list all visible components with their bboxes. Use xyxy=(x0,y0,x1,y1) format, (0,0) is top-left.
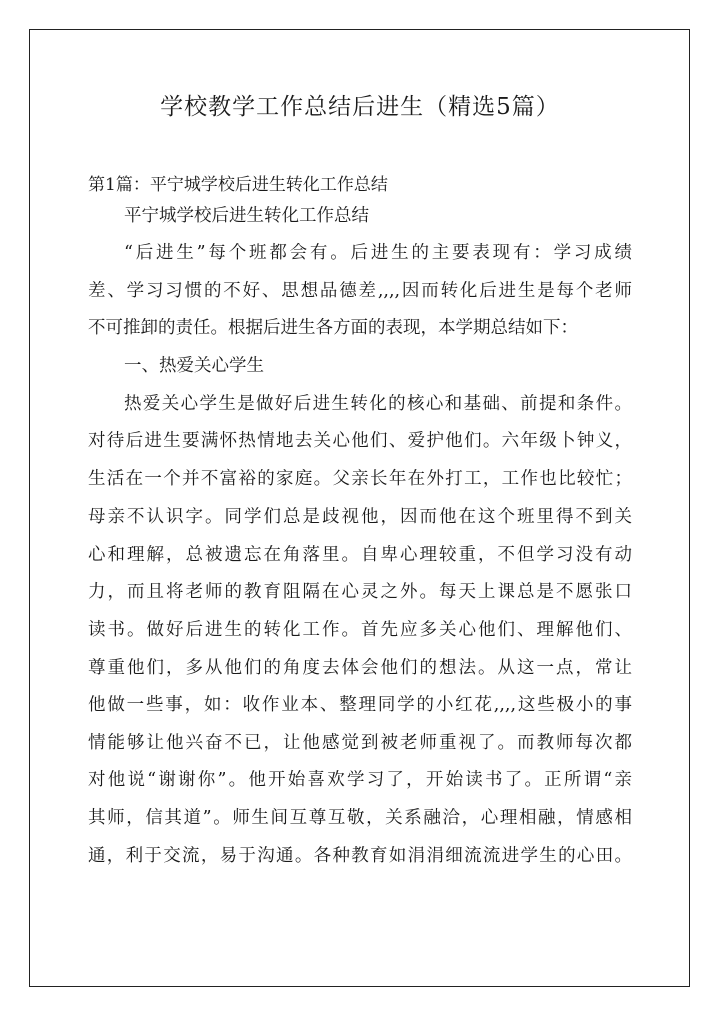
paragraph-line: 力，而且将老师的教育阻隔在心灵之外。每天上课总是不愿张口 xyxy=(88,582,632,602)
paragraph-line: 不可推卸的责任。根据后进生各方面的表现，本学期总结如下： xyxy=(88,318,578,338)
paragraph-line: 尊重他们，多从他们的角度去体会他们的想法。从这一点，常让 xyxy=(88,658,632,678)
paragraph-line: 平宁城学校后进生转化工作总结 xyxy=(124,206,369,226)
paragraph-line: 对待后进生要满怀热情地去关心他们、爱护他们。六年级卜钟义， xyxy=(88,431,632,451)
paragraph-line: 心和理解，总被遗忘在角落里。自卑心理较重，不但学习没有动 xyxy=(88,545,632,565)
paragraph-line: 对他说“谢谢你”。他开始喜欢学习了，开始读书了。正所谓“亲 xyxy=(88,770,632,790)
paragraph-line: 读书。做好后进生的转化工作。首先应多关心他们、理解他们、 xyxy=(88,620,632,640)
document-title: 学校教学工作总结后进生（精选5篇） xyxy=(160,94,560,120)
paragraph-line: 差、学习习惯的不好、思想品德差,,,,因而转化后进生是每个老师 xyxy=(88,281,632,301)
paragraph-line: 情能够让他兴奋不已，让他感觉到被老师重视了。而教师每次都 xyxy=(88,733,632,753)
paragraph-line: 其师，信其道”。师生间互尊互敬，关系融洽，心理相融，情感相 xyxy=(88,808,632,828)
paragraph-line: 热爱关心学生是做好后进生转化的核心和基础、前提和条件。 xyxy=(124,394,632,414)
paragraph-line: 通，利于交流，易于沟通。各种教育如涓涓细流流进学生的心田。 xyxy=(88,846,632,866)
section-heading: 第1篇：平宁城学校后进生转化工作总结 xyxy=(88,175,388,195)
paragraph-line: 生活在一个并不富裕的家庭。父亲长年在外打工，工作也比较忙； xyxy=(88,469,632,489)
paragraph-line: 他做一些事，如：收作业本、整理同学的小红花,,,,这些极小的事 xyxy=(88,695,632,715)
paragraph-line: “后进生”每个班都会有。后进生的主要表现有：学习成绩 xyxy=(124,243,632,263)
paragraph-line: 一、热爱关心学生 xyxy=(124,356,264,376)
paragraph-line: 母亲不认识字。同学们总是歧视他，因而他在这个班里得不到关 xyxy=(88,507,632,527)
